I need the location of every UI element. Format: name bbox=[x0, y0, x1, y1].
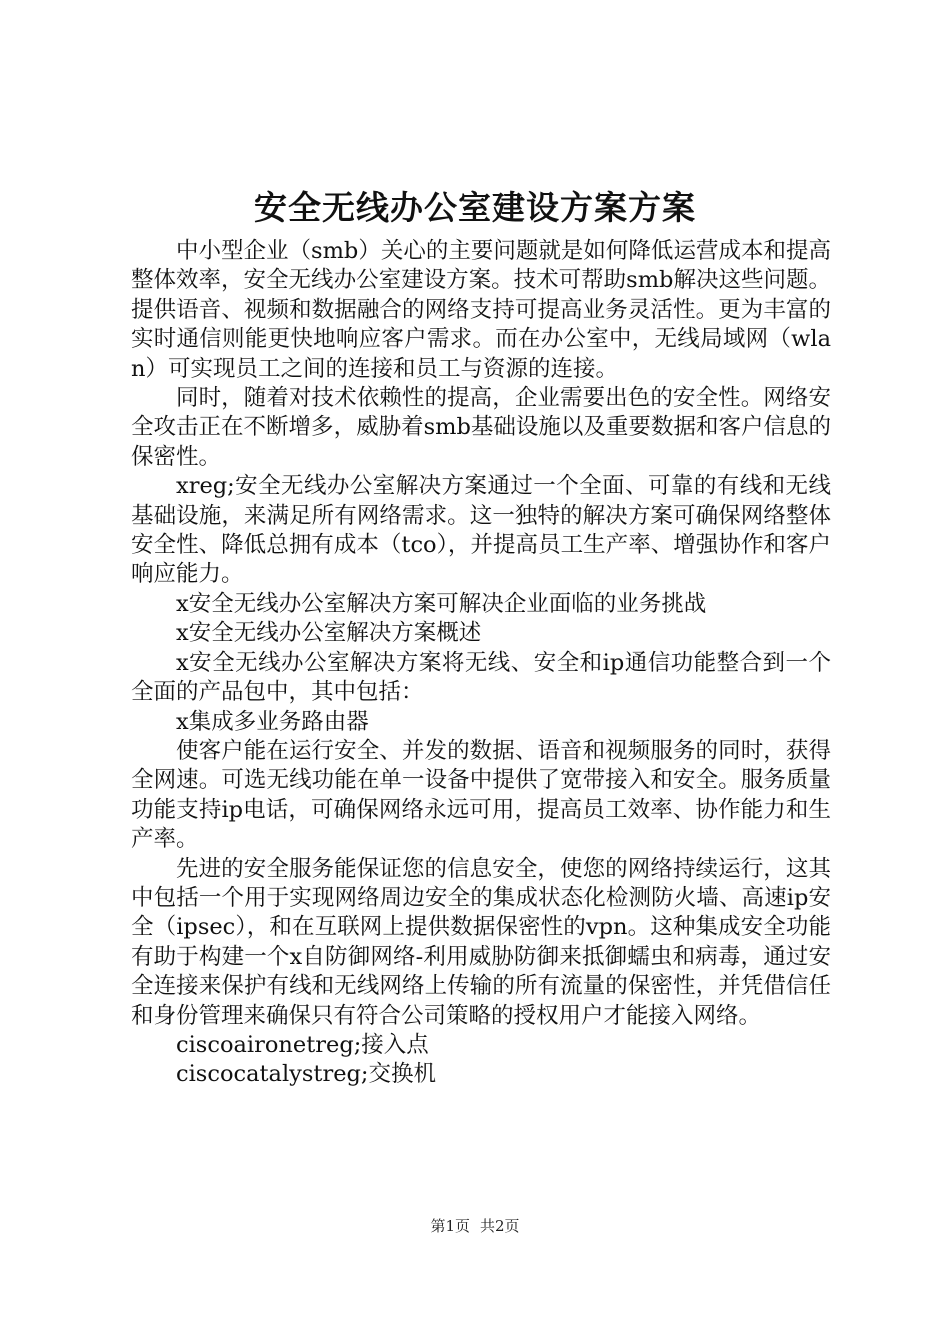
paragraph: 先进的安全服务能保证您的信息安全，使您的网络持续运行，这其中包括一个用于实现网络周边安全的集成状态化检测防火墙、高速ip安全（ipsec），和在互联网上提供数据保密性的vpn。这种集成安全功能有助于构建一个x自防御网络-利用威胁防御来抵御蠕虫和病毒，通过安全连接来保护有线和无线网络上传输的所有流量的保密性，并凭借信任和身份管理来确保只有符合公司策略的授权用户才能接入网络。 bbox=[131, 855, 831, 1029]
paragraph: 同时，随着对技术依赖性的提高，企业需要出色的安全性。网络安全攻击正在不断增多，威胁着smb基础设施以及重要数据和客户信息的保密性。 bbox=[131, 385, 831, 470]
document-body bbox=[131, 237, 831, 1090]
document-title: 安全无线办公室建设方案方案 bbox=[254, 188, 696, 227]
paragraph: 中小型企业（smb）关心的主要问题就是如何降低运营成本和提高整体效率，安全无线办公室建设方案。技术可帮助smb解决这些问题。提供语音、视频和数据融合的网络支持可提高业务灵活性。更为丰富的实时通信则能更快地响应客户需求。而在办公室中，无线局域网（wlan）可实现员工之间的连接和员工与资源的连接。 bbox=[131, 238, 831, 382]
page-number-current: 第1页 bbox=[430, 1217, 470, 1235]
page-footer bbox=[0, 1216, 950, 1236]
paragraph: x安全无线办公室解决方案将无线、安全和ip通信功能整合到一个全面的产品包中，其中包括： bbox=[131, 649, 831, 706]
paragraph: ciscocatalystreg;交换机 bbox=[176, 1061, 437, 1088]
paragraph: x安全无线办公室解决方案概述 bbox=[176, 620, 482, 647]
paragraph: 使客户能在运行安全、并发的数据、语音和视频服务的同时，获得全网速。可选无线功能在单一设备中提供了宽带接入和安全。服务质量功能支持ip电话，可确保网络永远可用，提高员工效率、协作能力和生产率。 bbox=[131, 737, 831, 853]
page-number-total: 共2页 bbox=[480, 1217, 520, 1235]
paragraph: x安全无线办公室解决方案可解决企业面临的业务挑战 bbox=[176, 590, 707, 617]
paragraph: ciscoaironetreg;接入点 bbox=[176, 1031, 429, 1058]
paragraph: x集成多业务路由器 bbox=[176, 708, 369, 735]
paragraph: xreg;安全无线办公室解决方案通过一个全面、可靠的有线和无线基础设施，来满足所有网络需求。这一独特的解决方案可确保网络整体安全性、降低总拥有成本（tco），并提高员工生产率、增强协作和客户响应能力。 bbox=[131, 473, 831, 588]
